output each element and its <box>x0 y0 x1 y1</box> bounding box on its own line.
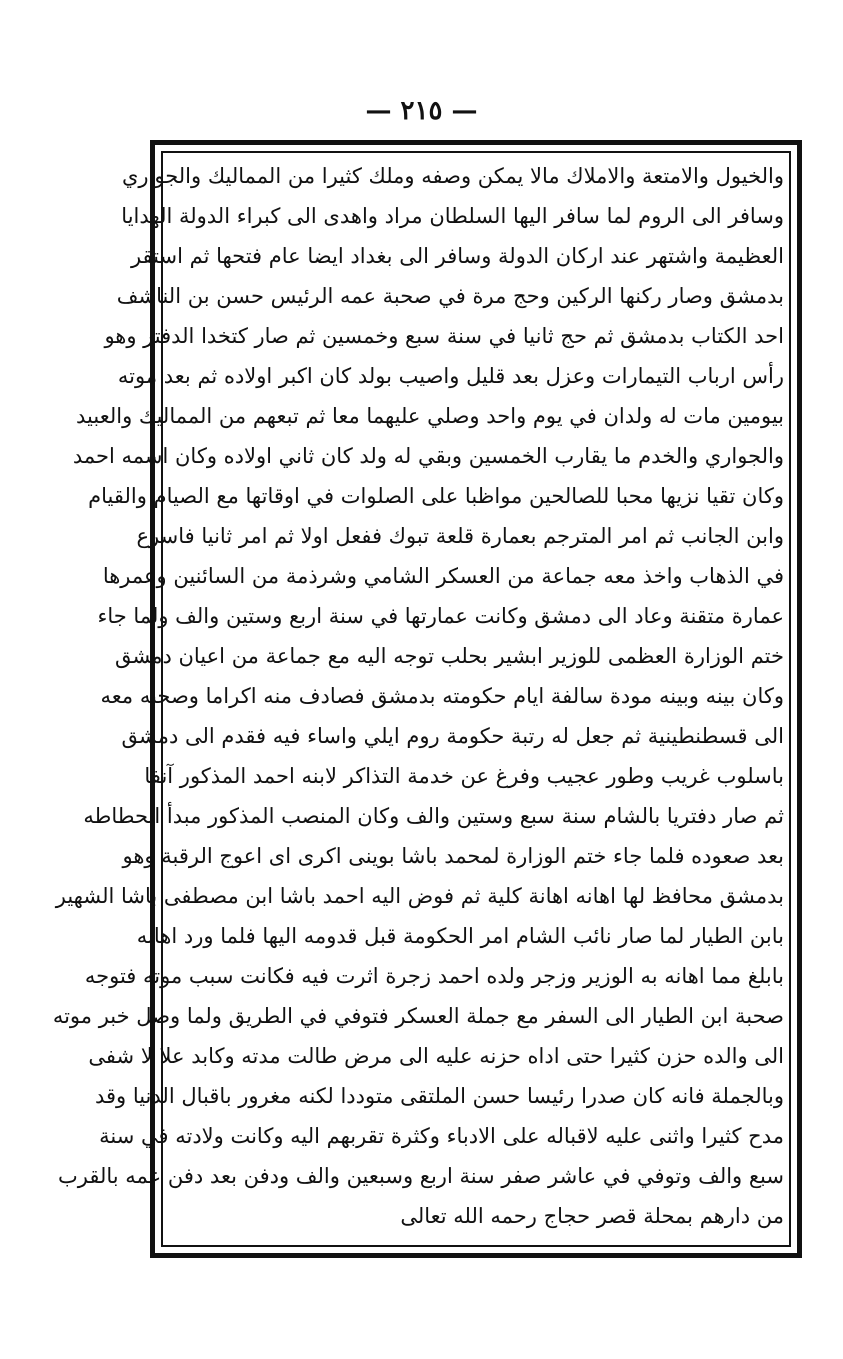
text-line: رأس ارباب التيمارات وعزل بعد قليل واصيب بولد كان اكبر اولاده ثم بعد موته <box>117 364 784 388</box>
text-line: وكان تقيا نزيها محبا للصالحين مواظبا على الصلوات في اوقاتها مع الصيام والقيام <box>88 484 784 508</box>
text-line: وبالجملة فانه كان صدرا رئيسا حسن الملتقى متوددا لكنه مغرور باقبال الدنيا وقد <box>94 1084 784 1108</box>
text-line: وسافر الى الروم لما سافر اليها السلطان مراد واهدى الى كبراء الدولة الهدايا <box>121 204 784 228</box>
text-line: احد الكتاب بدمشق ثم حج ثانيا في سنة سبع وخمسين ثم صار كتخدا الدفتر وهو <box>104 324 784 348</box>
text-line: بدمشق محافظ لها اهانه اهانة كلية ثم فوض اليه احمد باشا ابن مصطفى باشا الشهير <box>55 884 784 908</box>
text-line: بيومين مات له ولدان في يوم واحد وصلي عليهما معا ثم تبعهم من المماليك والعبيد <box>76 404 784 428</box>
text-line: باسلوب غريب وطور عجيب وفرغ عن خدمة التذاكر لابنه احمد المذكور آنفا <box>144 764 784 788</box>
text-line: بابلغ مما اهانه به الوزير وزجر ولده احمد زجرة اثرت فيه فكانت سبب موته فتوجه <box>84 964 784 988</box>
text-line: مدح كثيرا واثنى عليه لاقباله على الادباء وكثرة تقربهم اليه وكانت ولادته في سنة <box>99 1124 784 1148</box>
text-line: والجواري والخدم ما يقارب الخمسين وبقي له ولد كان ثاني اولاده وكان اسمه احمد <box>72 444 784 468</box>
text-line: صحبة ابن الطيار الى السفر مع جملة العسكر فتوفي في الطريق ولما وصل خبر موته <box>52 1004 784 1028</box>
text-line: وكان بينه وبينه مودة سالفة ايام حكومته بدمشق فصادف منه اكراما وصحبه معه <box>100 684 784 708</box>
text-line: والخيول والامتعة والاملاك مالا يمكن وصفه وملك كثيرا من المماليك والجواري <box>121 164 784 188</box>
body-text <box>52 156 784 1236</box>
text-line: الى والده حزن كثيرا حتى اداه حزنه عليه الى مرض طالت مدته وكابد علا لا شفى <box>88 1044 784 1068</box>
text-line: في الذهاب واخذ معه جماعة من العسكر الشامي وشرذمة من السائنين وعمرها <box>102 564 784 588</box>
text-line: عمارة متقنة وعاد الى دمشق وكانت عمارتها في سنة اربع وستين والف ولما جاء <box>97 604 784 628</box>
text-line: بدمشق وصار ركنها الركين وحج مرة في صحبة عمه الرئيس حسن بن الناشف <box>116 284 784 308</box>
text-line: ختم الوزارة العظمى للوزير ابشير بحلب توجه اليه مع جماعة من اعيان دمشق <box>114 644 784 668</box>
text-line: بابن الطيار لما صار نائب الشام امر الحكومة قبل قدومه اليها فلما ورد اهانه <box>136 924 784 948</box>
text-line: سبع والف وتوفي في عاشر صفر سنة اربع وسبعين والف ودفن بعد دفن عمه بالقرب <box>57 1164 784 1188</box>
text-line: ثم صار دفتريا بالشام سنة سبع وستين والف وكان المنصب المذكور مبدأ انحطاطه <box>83 804 784 828</box>
text-line: الى قسطنطينية ثم جعل له رتبة حكومة روم ايلي واساء فيه فقدم الى دمشق <box>121 724 784 748</box>
page-number: — ٢١٥ — <box>365 96 478 126</box>
text-line: من دارهم بمحلة قصر حجاج رحمه الله تعالى <box>400 1204 784 1228</box>
text-line: وابن الجانب ثم امر المترجم بعمارة قلعة تبوك ففعل اولا ثم امر ثانيا فاسرع <box>136 524 784 548</box>
text-line: بعد صعوده فلما جاء ختم الوزارة لمحمد باشا بوينى اكرى اى اعوج الرقبة وهو <box>122 844 784 868</box>
text-line: العظيمة واشتهر عند اركان الدولة وسافر الى بغداد ايضا عام فتحها ثم استقر <box>130 244 784 268</box>
